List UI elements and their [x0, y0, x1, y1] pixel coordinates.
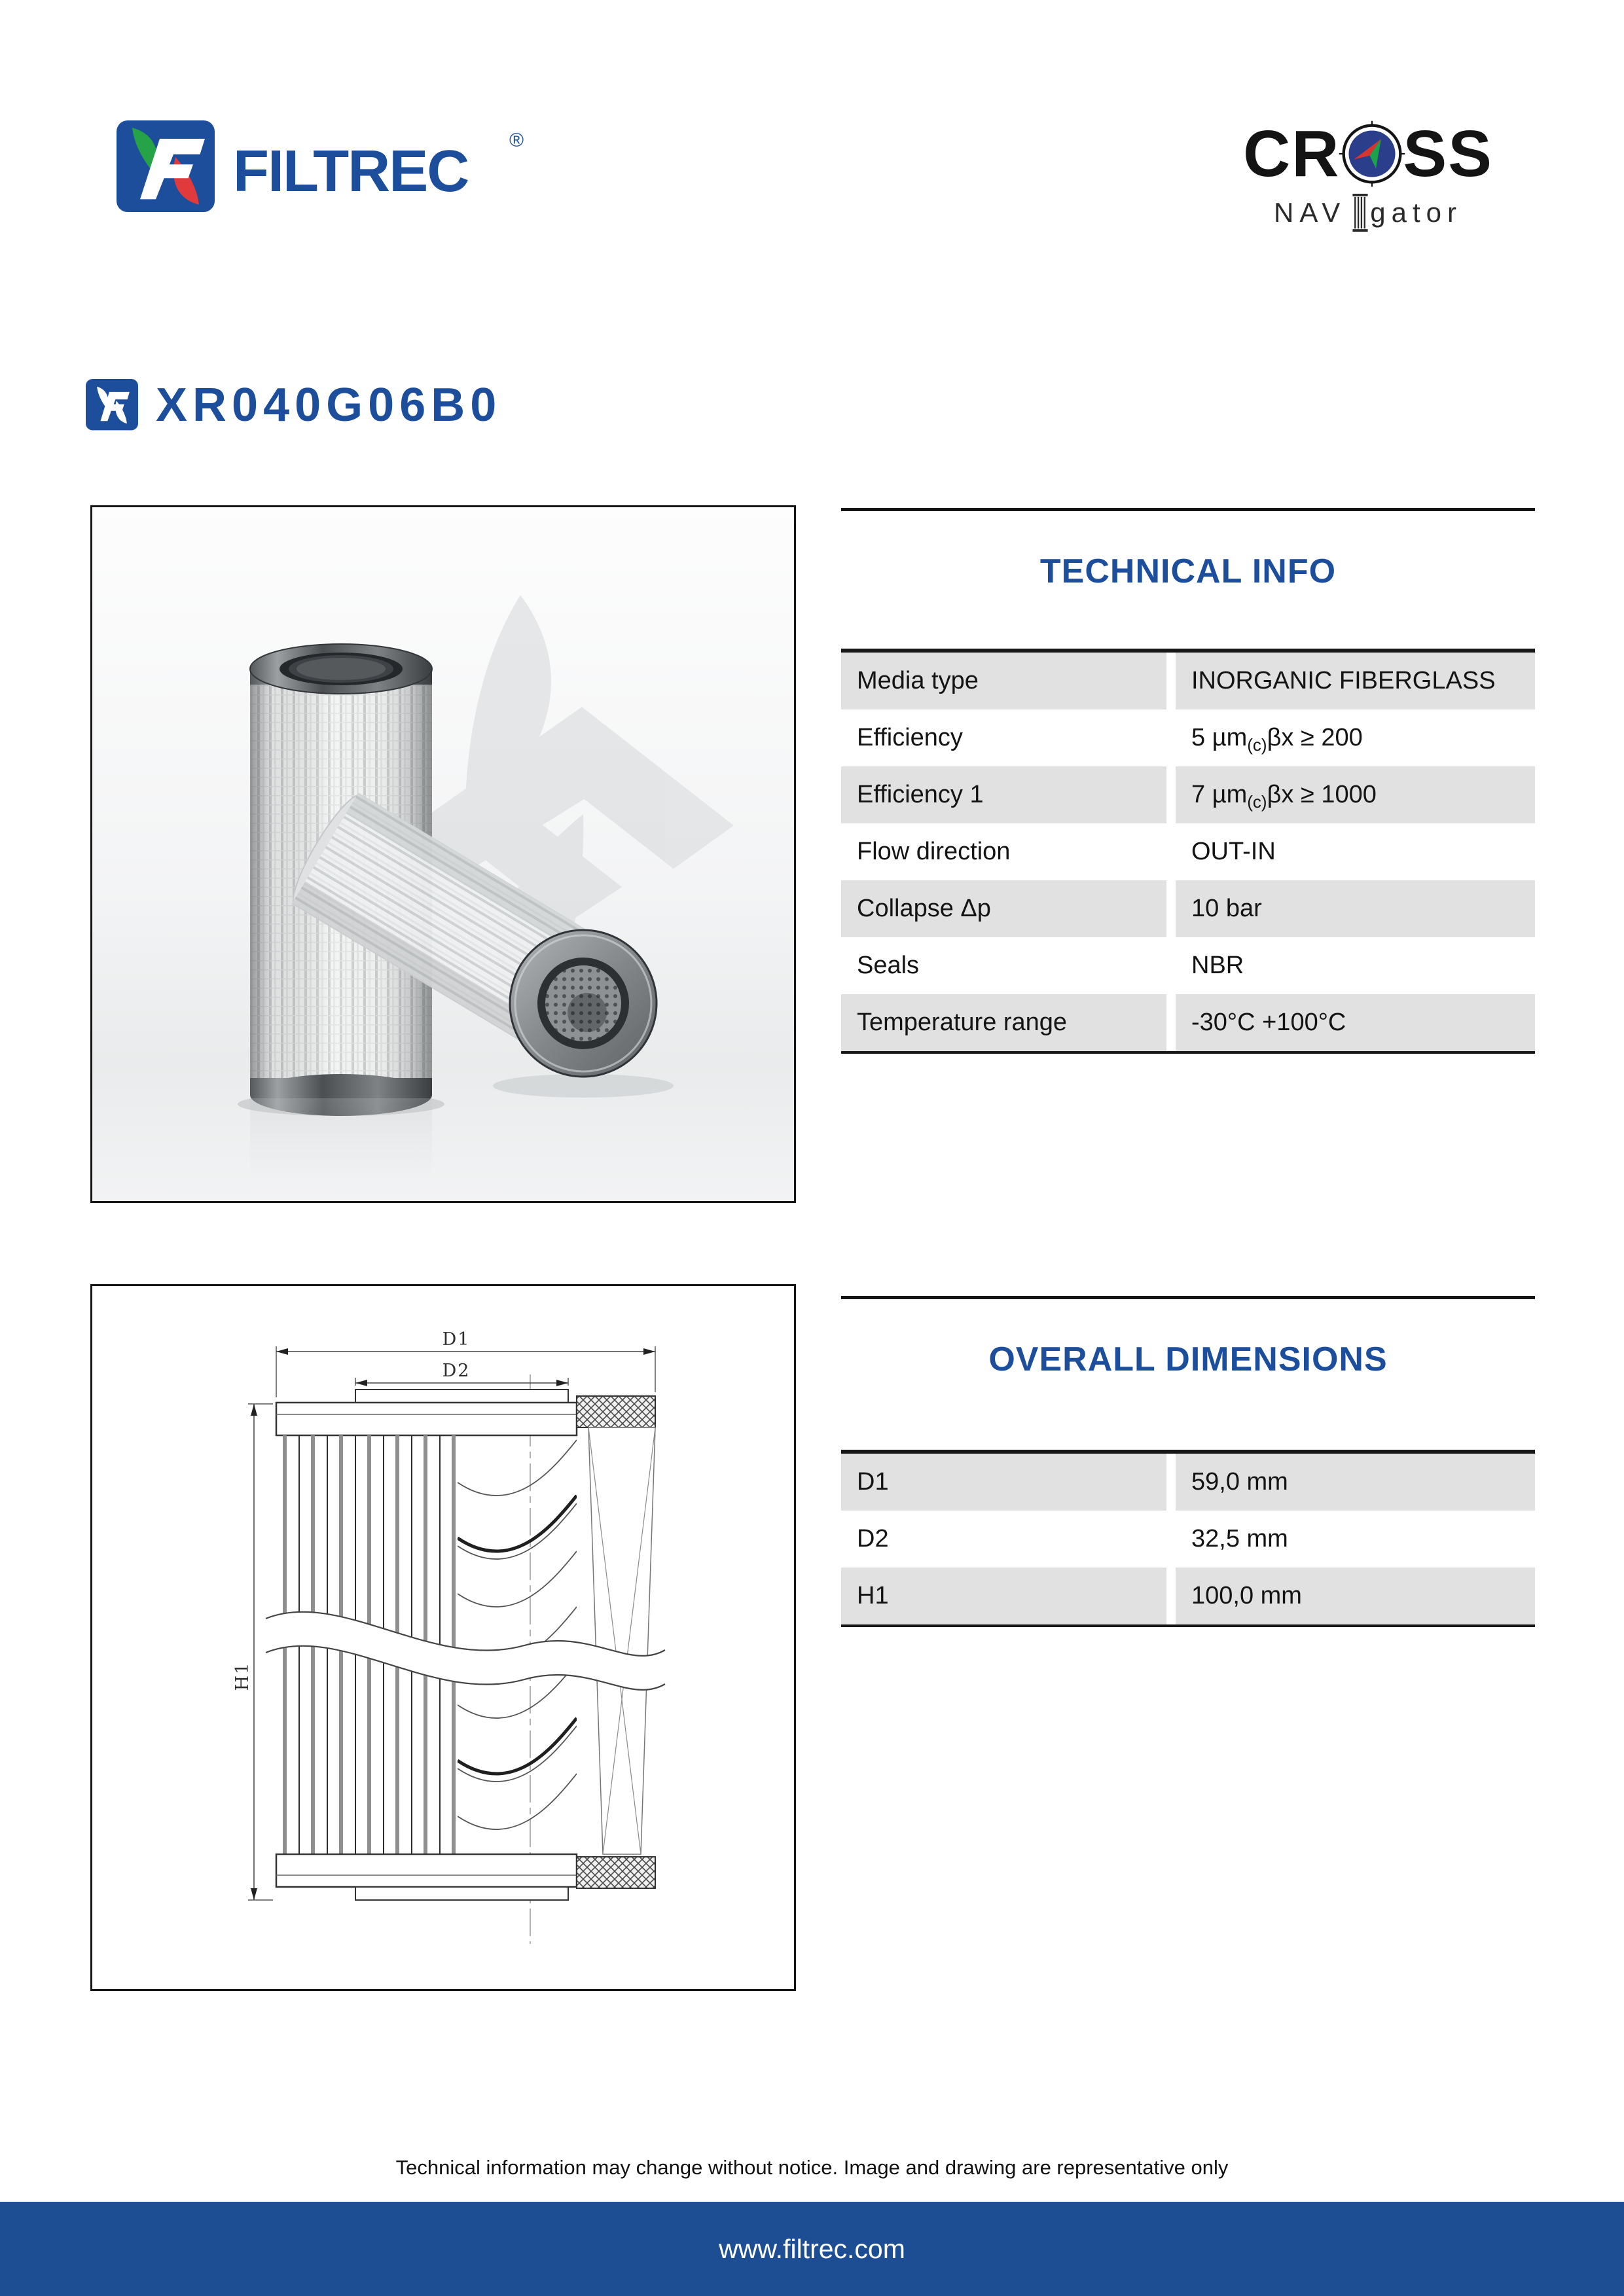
technical-info-title: TECHNICAL INFO — [1039, 552, 1337, 590]
row-label: D2 — [857, 1525, 889, 1552]
technical-drawing — [90, 1284, 796, 1991]
filtrec-mark-icon — [85, 379, 139, 431]
row-value — [1176, 937, 1535, 994]
table-row — [841, 994, 1535, 1051]
filter-photo-graphic — [92, 507, 794, 1201]
value-text: -30°C +100°C — [1191, 1009, 1346, 1036]
cross-wordmark — [1211, 115, 1525, 192]
filtrec-wordmark: FILTREC — [233, 139, 469, 204]
row-label: Efficiency 1 — [841, 766, 1166, 823]
table-row — [841, 709, 1535, 766]
row-label: Flow direction — [857, 838, 1011, 865]
overall-dimensions-title: OVERALL DIMENSIONS — [988, 1340, 1388, 1378]
technical-info-section — [841, 508, 1535, 1054]
row-value — [1176, 1568, 1535, 1624]
footer-bar — [0, 2202, 1624, 2296]
value-text: 10 bar — [1191, 895, 1262, 922]
overall-dimensions-table — [841, 1450, 1535, 1627]
filtrec-logo-graphic — [117, 120, 542, 213]
value-text: 5 µm — [1191, 724, 1248, 751]
compass-icon — [1338, 120, 1406, 188]
filtrec-logo — [117, 120, 542, 217]
row-label: Collapse Δp — [841, 880, 1166, 937]
cross-text-right: SS — [1403, 117, 1493, 190]
table-row — [841, 1568, 1535, 1624]
table-row — [841, 823, 1535, 880]
dim-label-d2: D2 — [442, 1361, 471, 1381]
value-text: NBR — [1191, 952, 1244, 979]
row-value — [1176, 1511, 1535, 1568]
product-code: XR040G06B0 — [156, 379, 502, 431]
value-text: OUT-IN — [1191, 838, 1276, 865]
column-icon — [1352, 194, 1369, 232]
navigator-text-left: NAV — [1274, 197, 1346, 228]
registered-mark: ® — [509, 130, 524, 151]
section-divider — [841, 508, 1535, 511]
value-text: 7 µm — [1191, 781, 1248, 808]
value-text: 32,5 mm — [1191, 1525, 1288, 1552]
row-value — [1176, 1454, 1535, 1511]
row-label: Efficiency — [857, 724, 963, 751]
section-divider — [841, 1296, 1535, 1299]
row-value — [1176, 823, 1535, 880]
table-row — [841, 937, 1535, 994]
disclaimer-note: Technical information may change without notice. Image and drawing are representative only — [395, 2156, 1229, 2179]
dim-label-h1: H1 — [232, 1661, 253, 1691]
navigator-wordmark — [1211, 194, 1525, 232]
website-url: www.filtrec.com — [719, 2234, 905, 2264]
cross-navigator-logo — [1211, 115, 1525, 232]
row-label: D1 — [841, 1454, 1166, 1511]
table-row — [841, 1511, 1535, 1568]
cross-text-left: CR — [1243, 117, 1341, 190]
table-row — [841, 653, 1535, 709]
value-text: βx ≥ 1000 — [1267, 781, 1377, 808]
technical-drawing-graphic — [92, 1286, 794, 1989]
row-label: H1 — [841, 1568, 1166, 1624]
row-label: Temperature range — [841, 994, 1166, 1051]
table-row — [841, 766, 1535, 823]
row-value: 5 µm (c) βx ≥ 200 — [1191, 724, 1363, 755]
product-title — [85, 378, 501, 432]
row-value — [1176, 994, 1535, 1051]
row-label: Seals — [857, 952, 920, 979]
overall-dimensions-section — [841, 1296, 1535, 1627]
value-text: INORGANIC FIBERGLASS — [1191, 667, 1496, 694]
value-text: 59,0 mm — [1191, 1468, 1288, 1496]
row-value: 7 µm (c) βx ≥ 1000 — [1176, 766, 1535, 823]
dim-label-d1: D1 — [442, 1329, 471, 1350]
table-row — [841, 880, 1535, 937]
row-value — [1176, 880, 1535, 937]
product-photo — [90, 505, 796, 1203]
technical-info-table — [841, 649, 1535, 1054]
row-label: Media type — [841, 653, 1166, 709]
row-value — [1176, 653, 1535, 709]
value-text: 100,0 mm — [1191, 1582, 1302, 1609]
table-row — [841, 1454, 1535, 1511]
navigator-text-right: gator — [1370, 197, 1462, 228]
value-text: βx ≥ 200 — [1267, 724, 1363, 751]
